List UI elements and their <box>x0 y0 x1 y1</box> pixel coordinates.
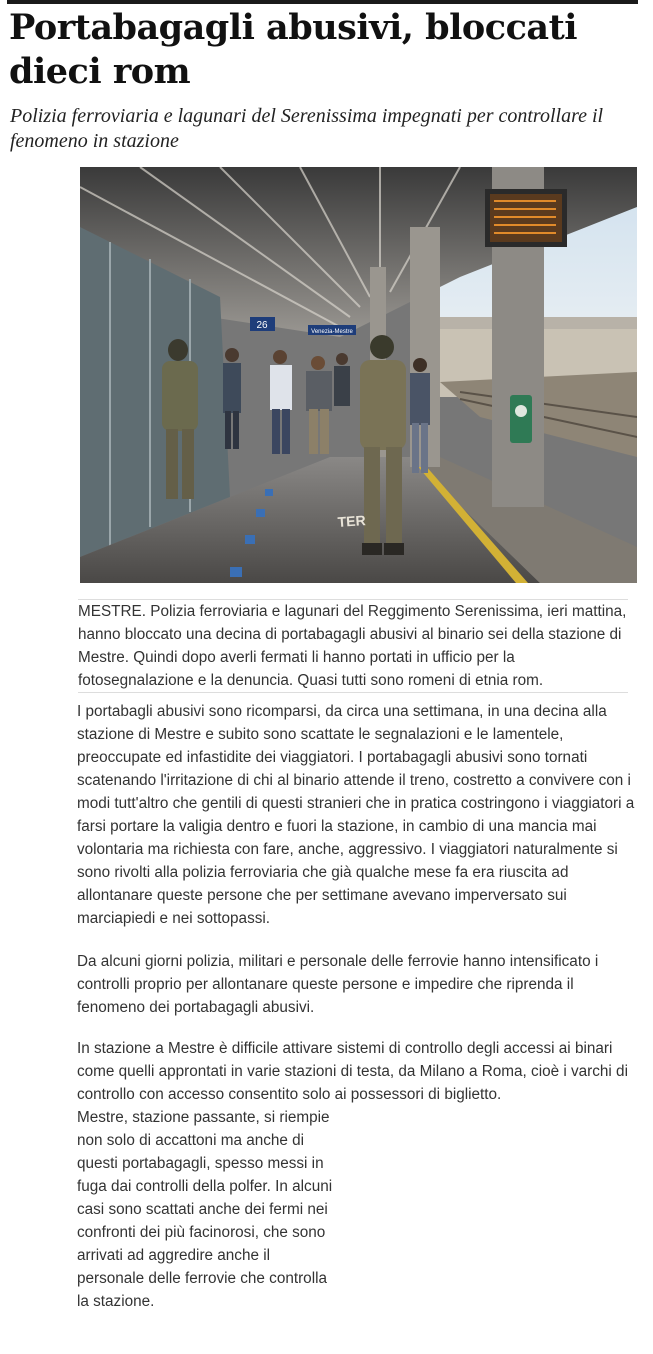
article-paragraph-4: Mestre, stazione passante, si riempie non solo di accattoni ma anche di questi portabagagli, spesso messi in fuga dai controlli della polfer. In alcuni casi sono scattati anche dei fermi nei confronti dei più facinorosi, che sono arrivati ad aggredire anche il personale delle ferrovie che controlla la stazione. <box>77 1109 333 1310</box>
station-platform-illustration <box>80 167 637 583</box>
floor-marking-text: TER <box>337 512 367 530</box>
article-paragraph-2: Da alcuni giorni polizia, militari e personale delle ferrovie hanno intensificato i controlli proprio per allontanare queste persone e impedire che riprenda il fenomeno dei portabagagli abusivi. <box>77 953 599 1016</box>
direction-sign: Venezia-Mestre <box>311 329 353 335</box>
article-paragraph-1: I portabagli abusivi sono ricomparsi, da circa una settimana, in una decina alla stazione di Mestre e subito sono scattate le segnalazioni e le lamentele, preoccupate ed infastidite dei viaggiatori. I portabagagli abusivi sono tornati scatenando l'irritazione di chi al binario attende il treno, costretto a convivere con i modi tutt'altro che gentili di questi stranieri che in pratica costringono i viaggiatori a farsi portare la valigia dentro e fuori la stazione, in cambio di una mancia mai volontaria ma richiesta con fare, anche, aggressivo. I viaggiatori naturalmente si sono rivolti alla polizia ferroviaria che già qualche mese fa era riuscita ad allontanare queste persone che per settimane avevano imperversato sui marciapiedi e nei sottopassi. <box>77 703 635 927</box>
article-paragraph-3: In stazione a Mestre è difficile attivare sistemi di controllo degli accessi ai binari come quelli approntati in varie stazioni di testa, da Milano a Roma, cioè i varchi di controllo con accesso consentito solo ai possessori di biglietto. <box>77 1040 628 1103</box>
platform-number-sign: 26 <box>256 320 268 331</box>
top-rule <box>7 0 638 4</box>
article-lead: MESTRE. Polizia ferroviaria e lagunari del Reggimento Serenissima, ieri mattina, hanno bloccato una decina di portabagagli abusivi al binario sei della stazione di Mestre. Quindi dopo averli fermati li hanno portati in ufficio per la fotosegnalazione e la denuncia. Quasi tutti sono romeni di etnia rom. <box>78 599 628 693</box>
article-photo <box>80 167 637 583</box>
article-headline: Portabagagli abusivi, bloccati dieci rom <box>9 7 578 92</box>
article-subtitle: Polizia ferroviaria e lagunari del Serenissima impegnati per controllare il fenomeno in stazione <box>10 105 604 152</box>
